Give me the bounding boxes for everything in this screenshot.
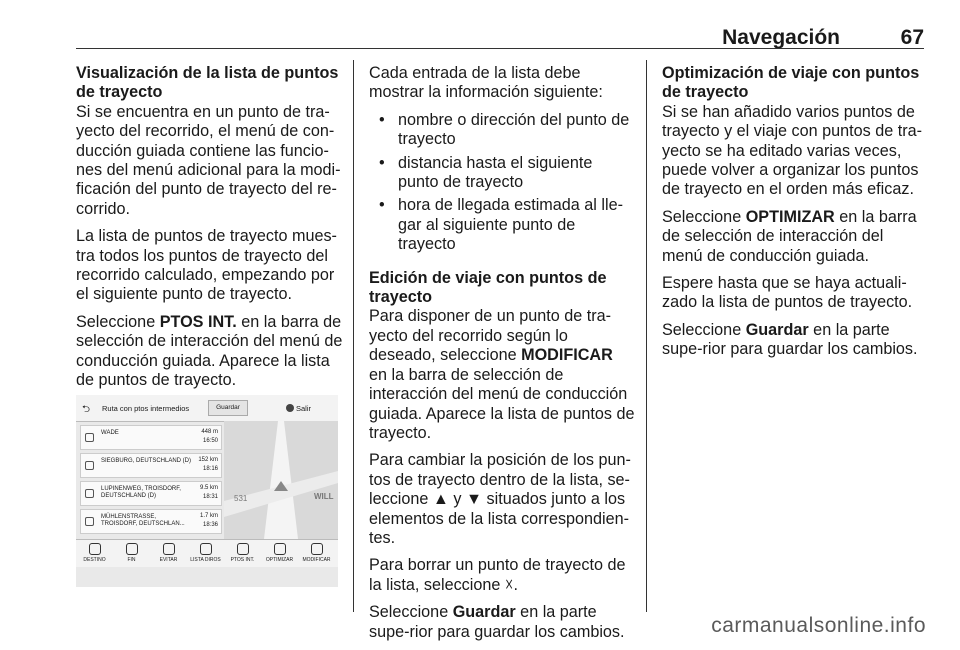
destination-button[interactable]	[76, 540, 113, 568]
list-item[interactable]	[80, 481, 222, 506]
button-label: EVITAR	[159, 557, 178, 563]
text: en la barra de selección de interacción del menú de conducción guiada. Aparece la lista de puntos de trayecto.	[76, 312, 343, 390]
modify-button[interactable]	[298, 540, 335, 568]
modify-icon	[311, 543, 323, 555]
button-label: LISTA DIROS	[190, 557, 221, 563]
waypoint-icon	[85, 517, 94, 526]
avoid-icon	[163, 543, 175, 555]
exit-icon	[286, 404, 294, 412]
text: Seleccione	[662, 320, 746, 339]
waypoint-distance: 9.5 km	[199, 485, 218, 491]
paragraph	[662, 208, 928, 266]
avoid-button[interactable]	[150, 540, 187, 568]
text: Para disponer de un punto de tra-yecto del recorrido según lo deseado, seleccione	[369, 307, 612, 365]
text: en la barra de selección de interacción del menú de conducción guiada.	[662, 207, 917, 265]
waypoint-icon	[85, 461, 94, 470]
menu-term: MODIFICAR	[521, 346, 613, 365]
waypoint-list	[80, 425, 222, 537]
watermark: carmanualsonline.info	[711, 614, 926, 637]
button-label: FIN	[127, 557, 136, 563]
section-heading: Edición de viaje con puntos de trayecto	[369, 268, 607, 307]
menu-term: Guardar	[452, 603, 516, 622]
button-label: DESTINO	[83, 557, 106, 563]
paragraph: La lista de puntos de trayecto mues-tra todos los puntos de trayecto del recorrido calculado, empezando por el siguiente punto de trayecto.	[76, 227, 337, 304]
list-item[interactable]	[80, 453, 222, 478]
column-3	[662, 64, 928, 368]
optimize-button[interactable]	[261, 540, 298, 568]
section-heading: Optimización de viaje con puntos de trayecto	[662, 64, 920, 102]
paragraph	[369, 307, 635, 443]
waypoint-name: SIEGBURG, DEUTSCHLAND (D)	[101, 458, 192, 464]
list-item: • hora de llegada estimada al lle-gar al siguiente punto de trayecto	[369, 196, 635, 254]
section-heading: Visualización de la lista de puntos de trayecto	[76, 64, 339, 102]
waypoints-icon	[237, 543, 249, 555]
header-rule	[76, 48, 924, 49]
menu-term: Guardar	[745, 320, 809, 339]
waypoint-name: LUPINENWEG, TROISDORF, DEUTSCHLAND (D)	[101, 486, 181, 499]
waypoint-time: 18:16	[202, 466, 218, 472]
list-item[interactable]	[80, 425, 222, 450]
paragraph: Espere hasta que se haya actuali-zado la lista de puntos de trayecto.	[662, 274, 913, 312]
waypoint-icon	[85, 433, 94, 442]
screen-footer	[76, 567, 338, 587]
screen-title: Ruta con ptos intermedios	[102, 404, 190, 413]
page-title: Navegación	[722, 26, 840, 49]
waypoint-name: WADE	[101, 430, 119, 436]
interaction-bar	[76, 539, 338, 568]
text: Seleccione	[369, 603, 453, 622]
map-view	[224, 421, 338, 539]
list-icon	[200, 543, 212, 555]
button-label: MODIFICAR	[302, 557, 331, 563]
screen-top-bar	[76, 395, 338, 422]
menu-term: PTOS INT.	[159, 312, 237, 331]
map-label: 531	[234, 494, 248, 503]
text: Seleccione	[662, 207, 746, 226]
paragraph	[76, 313, 344, 391]
navigation-screenshot	[76, 395, 338, 587]
end-icon	[126, 543, 138, 555]
back-arrow-icon[interactable]: ⮌	[82, 404, 91, 415]
end-button[interactable]	[113, 540, 150, 568]
list-button[interactable]	[187, 540, 224, 568]
list-item: • nombre o dirección del punto de trayecto	[369, 111, 635, 150]
waypoint-icon	[85, 489, 94, 498]
optimize-icon	[274, 543, 286, 555]
paragraph	[662, 321, 928, 360]
paragraph: Cada entrada de la lista debe mostrar la información siguiente:	[369, 64, 603, 102]
column-divider	[646, 60, 647, 612]
column-divider	[353, 60, 354, 612]
paragraph: Para borrar un punto de trayecto de la lista, seleccione ☓.	[369, 556, 626, 594]
waypoint-time: 16:50	[202, 438, 218, 444]
map-label: WILL	[314, 492, 334, 501]
paragraph: Si se encuentra en un punto de tra-yecto del recorrido, el menú de con-ducción guiada contiene las funcio-nes del menú adicional para la modi-ficación del punto de trayecto del re-corrido.	[76, 102, 341, 218]
list-item[interactable]	[80, 509, 222, 534]
text: Seleccione	[76, 312, 160, 331]
waypoint-distance: 152 km	[198, 457, 218, 463]
waypoint-distance: 448 m	[201, 429, 218, 435]
save-button[interactable]: Guardar	[208, 400, 248, 416]
list-item: • distancia hasta el siguiente punto de trayecto	[369, 154, 635, 193]
button-label: PTOS INT.	[230, 557, 255, 563]
waypoint-distance: 1.7 km	[199, 513, 218, 519]
waypoint-time: 18:31	[202, 494, 218, 500]
waypoint-name: MÜHLENSTRASSE, TROISDORF, DEUTSCHLAN...	[101, 514, 185, 527]
paragraph: Si se han añadido varios puntos de trayecto y el viaje con puntos de tra-yecto se ha editado varias veces, puede volver a organizar los puntos de trayecto en el orden más eficaz.	[662, 102, 923, 199]
page-number: 67	[900, 26, 924, 49]
column-1	[76, 64, 344, 399]
text: en la parte supe-rior para guardar los cambios.	[369, 603, 625, 641]
waypoints-button[interactable]	[224, 540, 261, 568]
page-header	[76, 26, 924, 48]
column-2	[369, 64, 635, 650]
waypoint-time: 18:36	[202, 522, 218, 528]
map-roads	[224, 421, 338, 539]
paragraph: Para cambiar la posición de los pun-tos de trayecto dentro de la lista, se-leccione ▲ y ▼ situados junto a los elementos de la lista correspondien-tes.	[369, 451, 631, 547]
button-label: OPTIMIZAR	[265, 557, 294, 563]
bullet-list	[369, 111, 635, 255]
exit-button[interactable]: Salir	[296, 404, 312, 413]
paragraph	[369, 603, 635, 642]
text: en la barra de selección de interacción del menú de conducción guiada. Aparece la lista de puntos de trayecto.	[369, 365, 635, 442]
menu-term: OPTIMIZAR	[745, 207, 835, 226]
destination-icon	[89, 543, 101, 555]
text: en la parte supe-rior para guardar los cambios.	[662, 320, 918, 359]
